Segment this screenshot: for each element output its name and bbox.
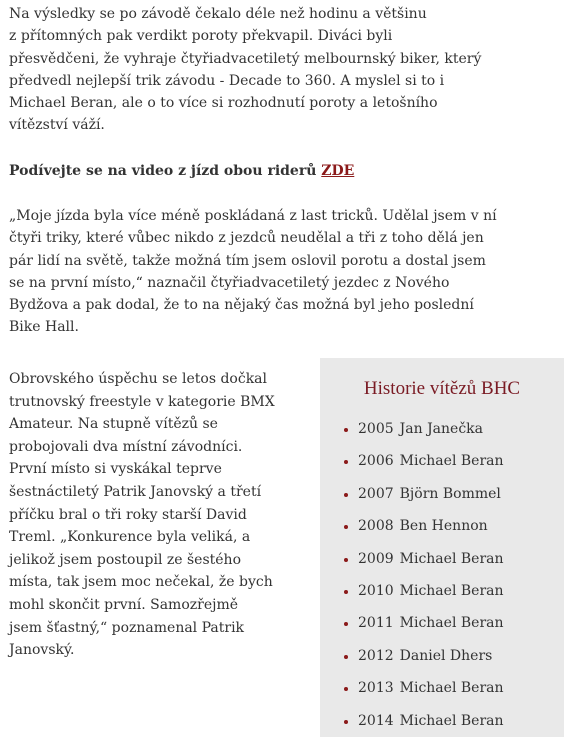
winner-year: 2012 [358,647,394,664]
bullet-icon [344,655,348,659]
winner-year: 2006 [358,453,394,470]
winner-name: Daniel Dhers [399,647,493,664]
bullet-icon [344,558,348,562]
winner-name: Jan Janečka [399,421,483,437]
winner-item [344,543,504,575]
winner-year: 2005 [358,421,394,437]
winner-year: 2009 [358,550,394,567]
winner-name: Michael Beran [399,453,504,470]
article-paragraph-results: Na výsledky se po závodě čekalo déle než hodinu a většinu z přítomných pak verdikt poroty překvapil. Diváci byli přesvědčeni, že vyhraje čtyřiadvacetiletý melbournský biker, který předvedl nejlepší trik závodu - Decade to 360. A myslel si to i Michael Beran, ale o to více si rozhodnutí poroty a letošního vítězství váží. [9,6,482,134]
winner-item [344,445,504,477]
winner-year: 2014 [358,712,394,729]
video-callout [9,160,529,182]
winner-name: Michael Beran [399,712,504,729]
winner-item [344,705,504,737]
winner-name: Michael Beran [399,615,504,632]
winner-item [344,640,504,672]
winner-item [344,478,504,510]
winner-name: Michael Beran [399,680,504,697]
winner-name: Michael Beran [399,550,504,567]
winner-name: Björn Bommel [399,485,501,502]
article-paragraph-amateur: Obrovského úspěchu se letos dočkal trutnovský freestyle v kategorie BMX Amateur. Na stupně vítězů se probojovali dva místní závodníci. První místo si vyskákal teprve šestnáctiletý Patrik Janovský a třetí příčku bral o tři roky starší David Treml. „Konkurence byla veliká, a jelikož jsem postoupil ze šestého místa, tak jsem moc nečekal, že bych mohl skončit první. Samozřejmě jsem šťastný,“ poznamenal Patrik Janovský. [9,371,275,659]
winner-item [344,672,504,704]
video-callout-text: Podívejte se na video z jízd obou riderů [9,163,322,179]
bullet-icon [344,687,348,691]
bullet-icon [344,460,348,464]
bullet-icon [344,622,348,626]
winner-item [344,575,504,607]
video-link[interactable]: ZDE [321,163,355,179]
winner-name: Michael Beran [399,582,504,599]
bullet-icon [344,720,348,724]
winner-year: 2010 [358,582,394,599]
winner-item [344,607,504,639]
winner-year: 2011 [358,615,394,632]
winners-history-box [320,358,564,737]
winner-year: 2013 [358,680,394,697]
bullet-icon [344,428,348,432]
winner-year: 2008 [358,518,394,535]
bullet-icon [344,525,348,529]
winner-item [344,413,504,445]
winners-list [344,413,504,737]
winner-year: 2007 [358,485,394,502]
bullet-icon [344,493,348,497]
bullet-icon [344,590,348,594]
winners-history-title: Historie vítězů BHC [363,378,521,399]
article-paragraph-quote: „Moje jízda byla více méně poskládaná z last tricků. Udělal jsem v ní čtyři triky, které vůbec nikdo z jezdců neudělal a tři z toho dělá jen pár lidí na světě, takže možná tím jsem oslovil porotu a dostal jsem se na první místo,“ naznačil čtyřiadvacetiletý jezdec z Nového Bydžova a pak dodal, že to na nějaký čas možná byl jeho poslední Bike Hall. [9,208,497,336]
winner-item [344,510,504,542]
winner-name: Ben Hennon [399,518,488,535]
